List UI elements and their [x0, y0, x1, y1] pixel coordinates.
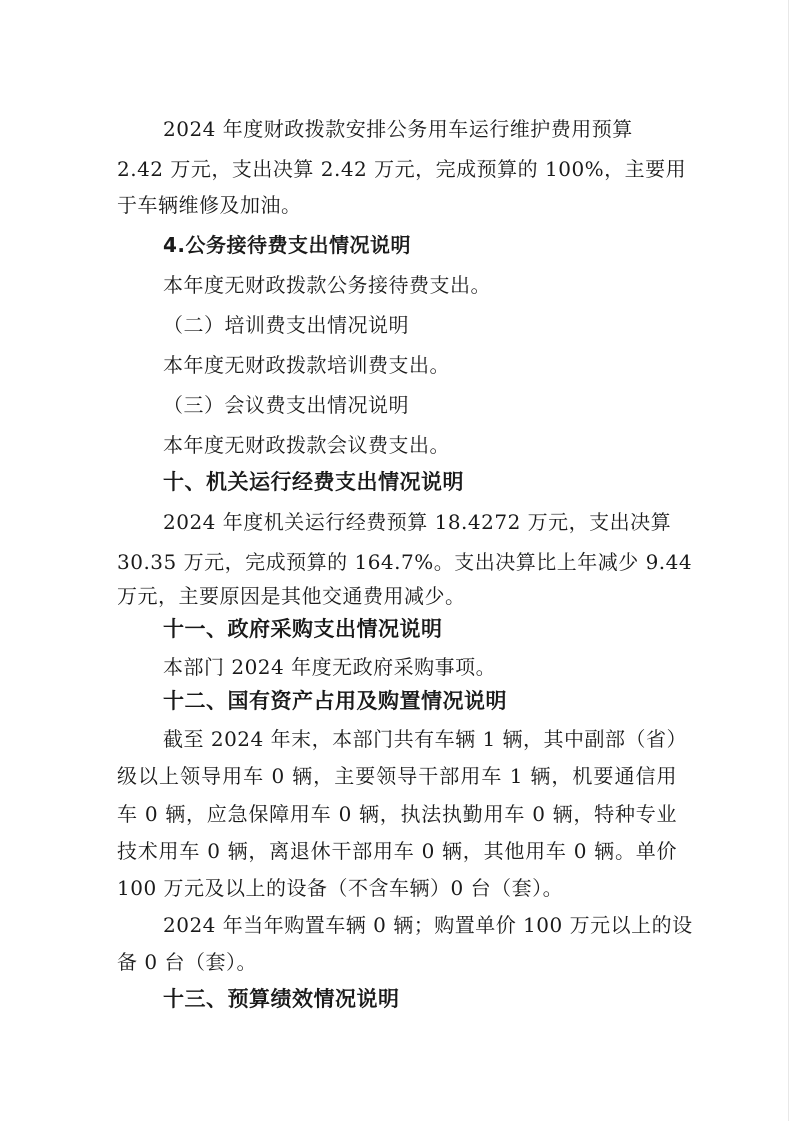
heading-training-expense: （二）培训费支出情况说明 — [163, 313, 409, 337]
heading-meeting-expense: （三）会议费支出情况说明 — [163, 393, 409, 417]
paragraph-assets-line-5: 100 万元及以上的设备（不含车辆）0 台（套）。 — [117, 876, 564, 900]
heading-section-10: 十、机关运行经费支出情况说明 — [163, 470, 464, 494]
paragraph-vehicle-budget-line-1: 2024 年度财政拨款安排公务用车运行维护费用预算 — [163, 117, 633, 141]
heading-section-13: 十三、预算绩效情况说明 — [163, 987, 400, 1011]
heading-section-12: 十二、国有资产占用及购置情况说明 — [163, 689, 507, 713]
paragraph-vehicle-budget-line-2: 2.42 万元，支出决算 2.42 万元，完成预算的 100%，主要用 — [117, 157, 687, 181]
paragraph-training-expense: 本年度无财政拨款培训费支出。 — [163, 353, 450, 377]
paragraph-operating-cost-line-3: 万元，主要原因是其他交通费用减少。 — [117, 584, 466, 608]
paragraph-procurement: 本部门 2024 年度无政府采购事项。 — [163, 655, 497, 679]
paragraph-purchase-line-2: 备 0 台（套）。 — [117, 950, 257, 974]
heading-reception-expense: 4.公务接待费支出情况说明 — [163, 233, 412, 257]
paragraph-meeting-expense: 本年度无财政拨款会议费支出。 — [163, 433, 450, 457]
paragraph-vehicle-budget-line-3: 于车辆维修及加油。 — [117, 193, 302, 217]
paragraph-purchase-line-1: 2024 年当年购置车辆 0 辆；购置单价 100 万元以上的设 — [163, 913, 693, 937]
paragraph-assets-line-3: 车 0 辆，应急保障用车 0 辆，执法执勤用车 0 辆，特种专业 — [117, 802, 677, 826]
paragraph-assets-line-2: 级以上领导用车 0 辆，主要领导干部用车 1 辆，机要通信用 — [117, 764, 677, 788]
paragraph-reception-expense: 本年度无财政拨款公务接待费支出。 — [163, 273, 491, 297]
paragraph-assets-line-1: 截至 2024 年末，本部门共有车辆 1 辆，其中副部（省） — [163, 727, 688, 751]
paragraph-assets-line-4: 技术用车 0 辆，离退休干部用车 0 辆，其他用车 0 辆。单价 — [117, 839, 677, 863]
heading-section-11: 十一、政府采购支出情况说明 — [163, 617, 443, 641]
page-edge — [788, 0, 789, 1121]
paragraph-operating-cost-line-2: 30.35 万元，完成预算的 164.7%。支出决算比上年减少 9.44 — [117, 550, 693, 574]
paragraph-operating-cost-line-1: 2024 年度机关运行经费预算 18.4272 万元，支出决算 — [163, 510, 672, 534]
